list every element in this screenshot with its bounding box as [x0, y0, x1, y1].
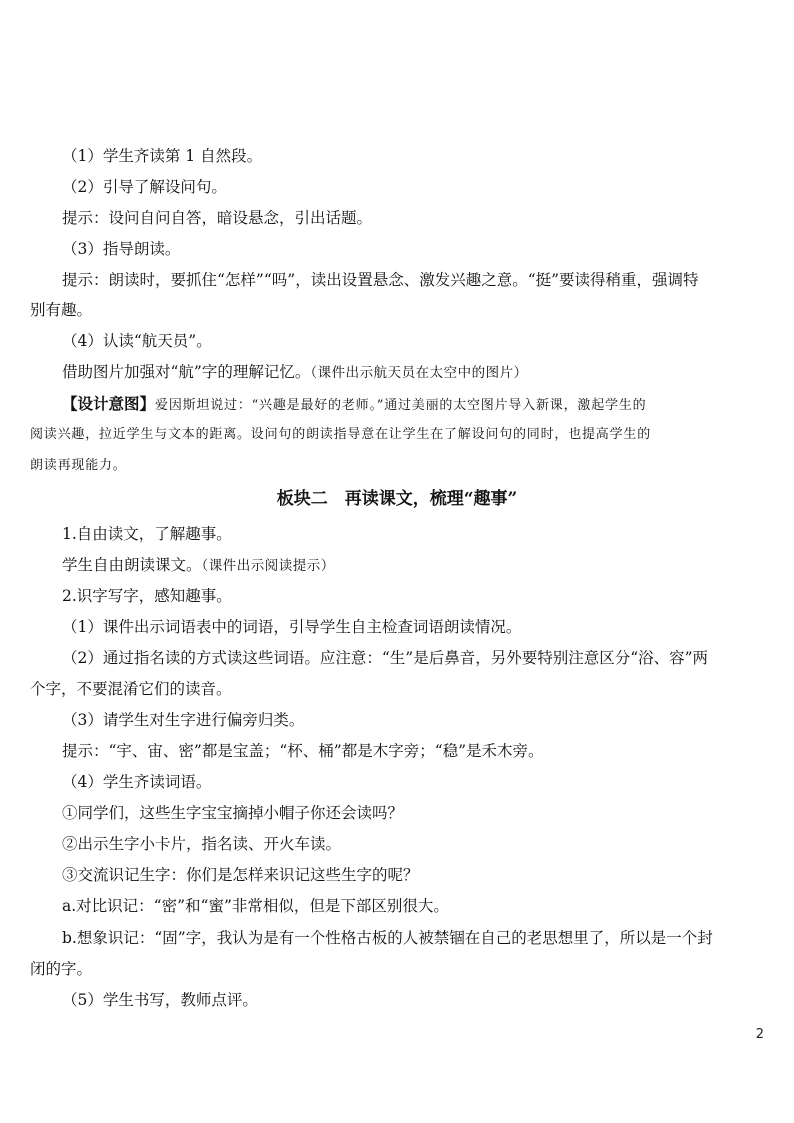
- text-line: （2）通过指名读的方式读这些词语。应注意：“生”是后鼻音，另外要特别注意区分“浴、容”两: [62, 649, 709, 667]
- text-line: 提示：朗读时，要抓住“怎样”“吗”，读出设置悬念、激发兴趣之意。“挺”要读得稍重，强调特: [62, 271, 699, 289]
- text-line: b.想象识记：“固”字，我认为是有一个性格古板的人被禁锢在自己的老思想里了，所以是一个封: [62, 929, 713, 947]
- text-line: （3）指导朗读。: [62, 240, 181, 258]
- design-intent-text: 爱因斯坦说过：“兴趣是最好的老师。”通过美丽的太空图片导入新课，激起学生的: [155, 398, 647, 413]
- courseware-note: （课件出示阅读提示）: [201, 558, 335, 574]
- text-line: 1.自由读文，了解趣事。: [62, 525, 232, 543]
- text-line: 个字，不要混淆它们的读音。: [30, 680, 232, 698]
- text-line: ①同学们，这些生字宝宝摘掉小帽子你还会读吗？: [62, 804, 404, 822]
- courseware-note: （课件出示航天员在太空中的图片）: [310, 365, 528, 381]
- design-intent-text: 阅读兴趣，拉近学生与文本的距离。设问句的朗读指导意在让学生在了解设问句的同时，也提高学生的: [30, 427, 652, 442]
- page-number: 2: [755, 1027, 764, 1042]
- text-line: （1）学生齐读第 1 自然段。: [62, 147, 263, 165]
- text-line: ②出示生字小卡片，指名读、开火车读。: [62, 835, 342, 853]
- text-line: 提示：设问自问自答，暗设悬念，引出话题。: [62, 209, 373, 227]
- text-line: 提示：“宇、宙、密”都是宝盖；“杯、桶”都是木字旁；“稳”是禾木旁。: [62, 742, 544, 760]
- text-line: ③交流识记生字：你们是怎样来识记这些生字的呢？: [62, 866, 419, 884]
- text-line: （1）课件出示词语表中的词语，引导学生自主检查词语朗读情况。: [62, 618, 522, 636]
- design-intent-text: 朗读再现能力。: [30, 458, 127, 473]
- text-segment: 学生自由朗读课文。: [62, 556, 202, 574]
- design-intent-line: [62, 394, 764, 416]
- text-line: （5）学生书写，教师点评。: [62, 991, 258, 1009]
- text-line: a.对比识记：“密”和“蜜”非常相似，但是下部区别很大。: [62, 897, 449, 915]
- text-line: 别有趣。: [30, 301, 93, 319]
- text-line: （4）学生齐读词语。: [62, 773, 212, 791]
- design-intent-label: 【设计意图】: [62, 394, 156, 413]
- text-line: [62, 362, 764, 383]
- text-line: （2）引导了解设问句。: [62, 178, 227, 196]
- text-line: [62, 555, 764, 576]
- text-line: （3）请学生对生字进行偏旁归类。: [62, 711, 305, 729]
- section-heading: 板块二 再读课文，梳理“趣事”: [276, 489, 518, 509]
- text-line: （4）认读“航天员”。: [62, 332, 212, 350]
- text-segment: 借助图片加强对“航”字的理解记忆。: [62, 363, 311, 381]
- text-line: 2.识字写字，感知趣事。: [62, 587, 232, 605]
- text-line: 闭的字。: [30, 960, 93, 978]
